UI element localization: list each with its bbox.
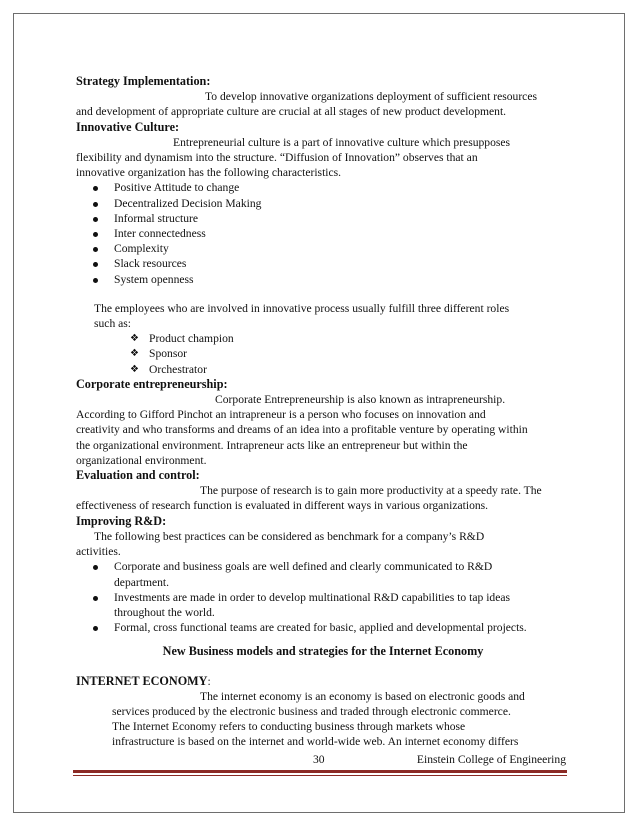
section-title: New Business models and strategies for the Internet Economy: [162, 644, 484, 659]
characteristic-item: System openness: [76, 272, 570, 287]
practice-item-continued: throughout the world.: [114, 605, 215, 619]
characteristic-item: Positive Attitude to change: [76, 180, 570, 195]
improving-text-line: The following best practices can be considered as benchmark for a company’s R&D: [94, 529, 485, 543]
practice-item-continued: department.: [114, 575, 170, 589]
strategy-text-line: and development of appropriate culture are crucial at all stages of new product development.: [76, 105, 507, 119]
spacer: [76, 287, 570, 301]
innovative-heading: Innovative Culture:: [76, 119, 180, 134]
characteristic-item: Inter connectedness: [76, 226, 570, 241]
internet-text-line: The Internet Economy refers to conducting business through markets whose: [112, 720, 466, 734]
roles-intro-line: such as:: [94, 317, 132, 331]
practice-item: Formal, cross functional teams are created for basic, applied and developmental projects.: [76, 620, 570, 635]
page-footer: [76, 752, 566, 768]
evaluation-text-line: The purpose of research is to gain more productivity at a speedy rate. The: [200, 484, 542, 498]
corporate-text-line: Corporate Entrepreneurship is also known as intrapreneurship.: [215, 393, 506, 407]
college-name: Einstein College of Engineering: [416, 753, 566, 766]
internet-heading-colon: :: [207, 674, 211, 688]
practice-item: Corporate and business goals are well defined and clearly communicated to R&D: [76, 559, 570, 574]
innovative-text-line: innovative organization has the following characteristics.: [76, 166, 342, 180]
page-number: 30: [313, 753, 325, 766]
corporate-text-line: the organizational environment. Intrapreneur acts like an entrepreneur but within the: [76, 438, 468, 452]
footer-rule-thick: [73, 770, 567, 773]
evaluation-text-line: effectiveness of research function is evaluated in different ways in various organizations.: [76, 499, 489, 513]
improving-text-line: activities.: [76, 545, 121, 559]
role-item: ❖ Sponsor: [76, 346, 570, 361]
role-item: ❖ Product champion: [76, 331, 570, 346]
footer-rule-thin: [73, 775, 567, 776]
internet-text-line: The internet economy is an economy is based on electronic goods and: [200, 689, 525, 703]
improving-heading: Improving R&D:: [76, 513, 167, 528]
characteristic-item: Decentralized Decision Making: [76, 196, 570, 211]
evaluation-heading: Evaluation and control:: [76, 468, 200, 483]
spacer: [76, 660, 570, 674]
strategy-heading: Strategy Implementation:: [76, 74, 211, 88]
corporate-text-line: creativity and who transforms and dreams of an idea into a profitable venture by operating within: [76, 423, 528, 437]
corporate-text-line: According to Gifford Pinchot an intrapreneur is a person who focuses on innovation and: [76, 408, 486, 422]
role-item: ❖ Orchestrator: [76, 362, 570, 377]
internet-heading-line: [76, 674, 570, 689]
practice-item: Investments are made in order to develop multinational R&D capabilities to tap ideas: [76, 590, 570, 605]
innovative-text-line: flexibility and dynamism into the structure. “Diffusion of Innovation” observes that an: [76, 151, 478, 165]
corporate-text-line: organizational environment.: [76, 453, 207, 467]
strategy-text-line: To develop innovative organizations deployment of sufficient resources: [205, 90, 537, 104]
innovative-text-line: Entrepreneurial culture is a part of innovative culture which presupposes: [173, 135, 511, 149]
characteristic-item: Informal structure: [76, 211, 570, 226]
characteristic-item: Slack resources: [76, 256, 570, 271]
corporate-heading: Corporate entrepreneurship:: [76, 376, 228, 391]
internet-text-line: infrastructure is based on the internet and world-wide web. An internet economy differs: [112, 735, 519, 749]
characteristic-item: Complexity: [76, 241, 570, 256]
internet-heading: INTERNET ECONOMY: [76, 673, 208, 688]
spacer: [76, 635, 570, 644]
roles-intro-line: The employees who are involved in innovative process usually fulfill three different roles: [94, 301, 510, 315]
document-body: [76, 74, 570, 750]
internet-text-line: services produced by the electronic business and traded through electronic commerce.: [112, 704, 511, 718]
